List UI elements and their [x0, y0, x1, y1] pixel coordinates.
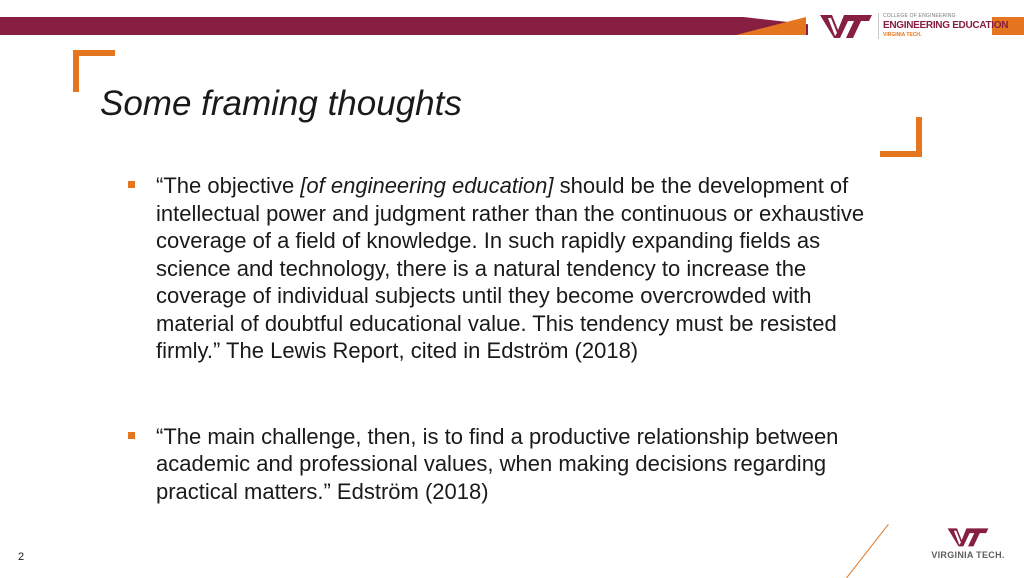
bullet-text-start: “The objective — [156, 173, 301, 198]
logo-university-name: VIRGINIA TECH. — [883, 32, 922, 38]
footer-vt-logo — [928, 526, 1008, 560]
bullet-list — [128, 172, 868, 505]
bullet-text-end: should be the development of intellectual power and judgment rather than the continuous or exhaustive coverage of a field of knowledge. In such rapidly expanding fields as science and technology, there is a natural tendency to increase the coverage of individual subjects until they become overcrowded with material of doubtful educational value. This tendency must be resisted firmly.” The Lewis Report, cited in Edström (2018) — [156, 173, 865, 363]
header-maroon-bar — [0, 17, 808, 35]
bullet-text-emphasis: [of engineering education] — [300, 173, 554, 198]
page-number: 2 — [18, 551, 25, 563]
corner-bracket-bottom-right — [880, 117, 922, 157]
footer-logo-text: VIRGINIA TECH. — [931, 550, 1005, 560]
vt-logo-icon — [818, 12, 874, 40]
logo-text — [883, 14, 1008, 38]
bullet-item-main-challenge — [128, 423, 868, 506]
square-bullet-icon — [128, 432, 135, 439]
bullet-item-lewis-report — [128, 172, 868, 365]
logo-divider — [878, 13, 879, 39]
square-bullet-icon — [128, 181, 135, 188]
slide-title: Some framing thoughts — [100, 84, 462, 123]
footer-diagonal-line — [846, 524, 889, 578]
logo-department-name: ENGINEERING EDUCATION — [883, 20, 1009, 31]
engineering-education-logo — [818, 12, 1008, 40]
logo-college-name: COLLEGE OF ENGINEERING — [883, 13, 956, 19]
bullet-text: “The main challenge, then, is to find a productive relationship between academic and professional values, when making decisions regarding practical matters.” Edström (2018) — [156, 423, 839, 504]
vt-logo-icon — [945, 526, 991, 548]
